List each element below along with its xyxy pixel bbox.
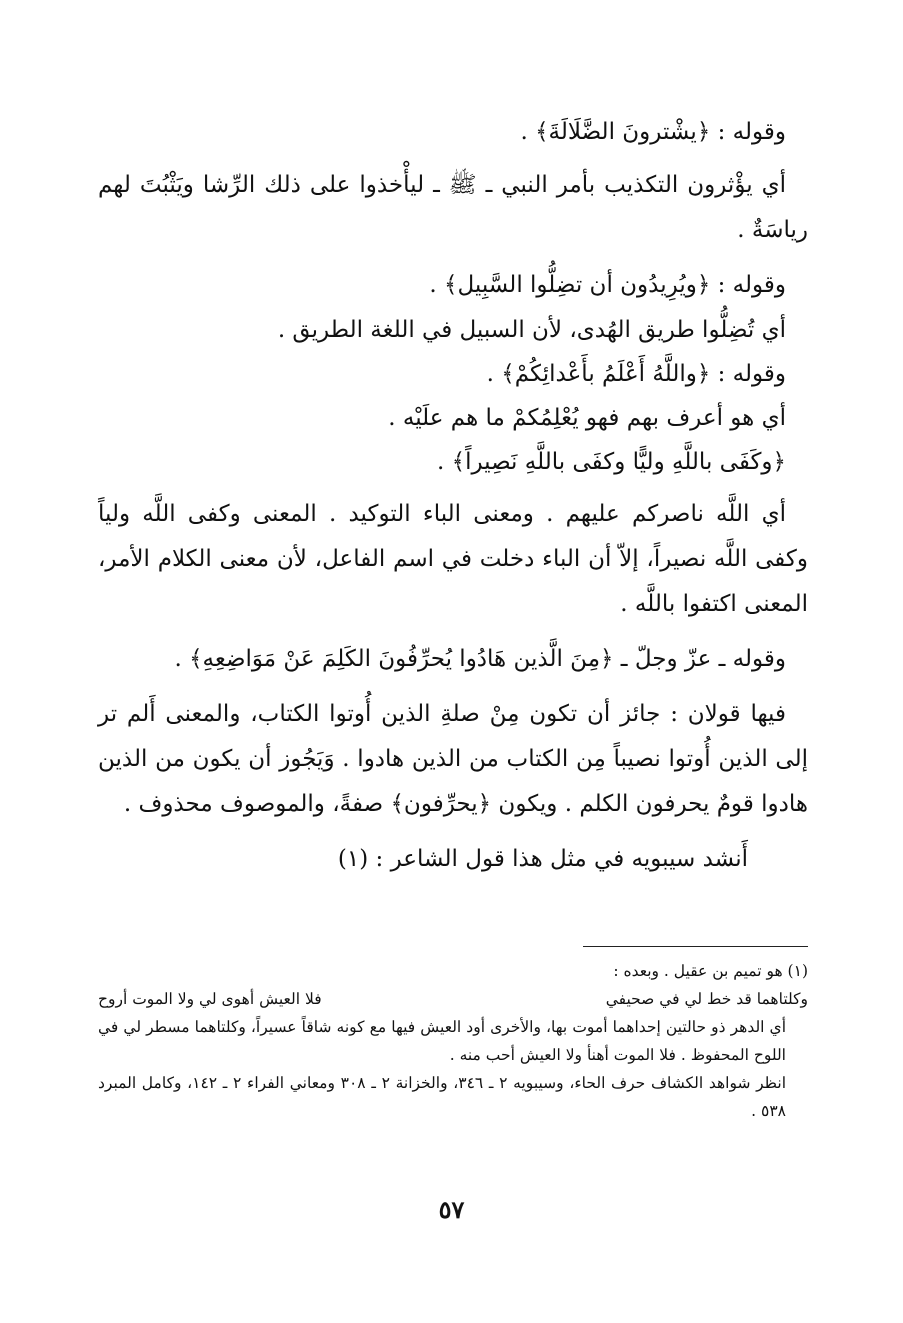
commentary-paragraph-1: أي يؤْثرون التكذيب بأمر النبي ـ ﷺ ـ ليأْخذوا على ذلك الرِّشا ويَثْبُتَ لهم رياسَةٌ . bbox=[98, 172, 808, 243]
footnote-intro: (١) هو تميم بن عقيل . وبعده : bbox=[613, 962, 808, 980]
verse-quote-1: وقوله : ﴿يشْترونَ الضَّلَالَةَ﴾ . bbox=[520, 119, 786, 145]
verse-quote-4: ﴿وكَفَى باللَّهِ وليًّا وكفَى باللَّهِ نَصِيراً﴾ . bbox=[436, 449, 786, 475]
footnotes-block bbox=[98, 957, 808, 1125]
commentary-paragraph-4: أي اللَّه ناصركم عليهم . ومعنى الباء التوكيد . المعنى وكفى اللَّه ولياً وكفى اللَّه نصيراً، إلاّ أن الباء دخلت في اسم الفاعل، لأن معنى الكلام الأمر، المعنى اكتفوا باللَّه . bbox=[98, 501, 808, 617]
verse-quote-2: وقوله : ﴿ويُرِيدُون أن تضِلُّوا السَّبِيل﴾ . bbox=[429, 272, 786, 298]
footnote-verse bbox=[98, 985, 808, 1013]
commentary-paragraph-5: فيها قولان : جائز أن تكون مِنْ صلةِ الذين أُوتوا الكتاب، والمعنى أَلم تر إلى الذين أُوتوا نصيباً مِن الكتاب من الذين هادوا . وَيَجُوز أن يكون من الذين هادوا قومٌ يحرفون الكلم . ويكون ﴿يحرِّفون﴾ صفةً، والموصوف محذوف . bbox=[98, 701, 808, 817]
page-number: ٥٧ bbox=[438, 1195, 465, 1224]
commentary-line-2: أي تُضِلُّوا طريق الهُدى، لأن السبيل في اللغة الطريق . bbox=[277, 317, 786, 343]
commentary-line-3: أي هو أعرف بهم فهو يُعْلِمُكمْ ما هم علَيْه . bbox=[388, 405, 786, 431]
footnote-sources: انظر شواهد الكشاف حرف الحاء، وسيبويه ٢ ـ ٣٤٦، والخزانة ٢ ـ ٣٠٨ ومعاني الفراء ٢ ـ ١٤٢، وكامل المبرد ٥٣٨ . bbox=[98, 1074, 787, 1120]
footnote-explanation: أي الدهر ذو حالتين إحداهما أموت بها، والأخرى أود العيش فيها مع كونه شاقاً عسيراً، وكلتاهما مسطر لي في اللوح المحفوظ . فلا الموت أهنأ ولا العيش أحب منه . bbox=[98, 1018, 786, 1064]
footnote-verse-right-hemistich: وكلتاهما قد خط لي في صحيفي bbox=[605, 990, 808, 1008]
verse-quote-5: وقوله ـ عزّ وجلّ ـ ﴿مِنَ الَّذين هَادُوا يُحرِّفُونَ الكَلِمَ عَنْ مَوَاضِعِهِ﴾ . bbox=[174, 646, 786, 672]
main-text-block bbox=[98, 110, 808, 882]
footnote-verse-left-hemistich: فلا العيش أهوى لي ولا الموت أروح bbox=[98, 990, 322, 1008]
poetry-intro-line: أَنشد سيبويه في مثل هذا قول الشاعر : (١) bbox=[337, 846, 748, 872]
footnote-separator bbox=[583, 946, 808, 947]
verse-quote-3: وقوله : ﴿واللَّهُ أَعْلَمُ بأَعْدائِكُمْ﴾ . bbox=[486, 361, 786, 387]
